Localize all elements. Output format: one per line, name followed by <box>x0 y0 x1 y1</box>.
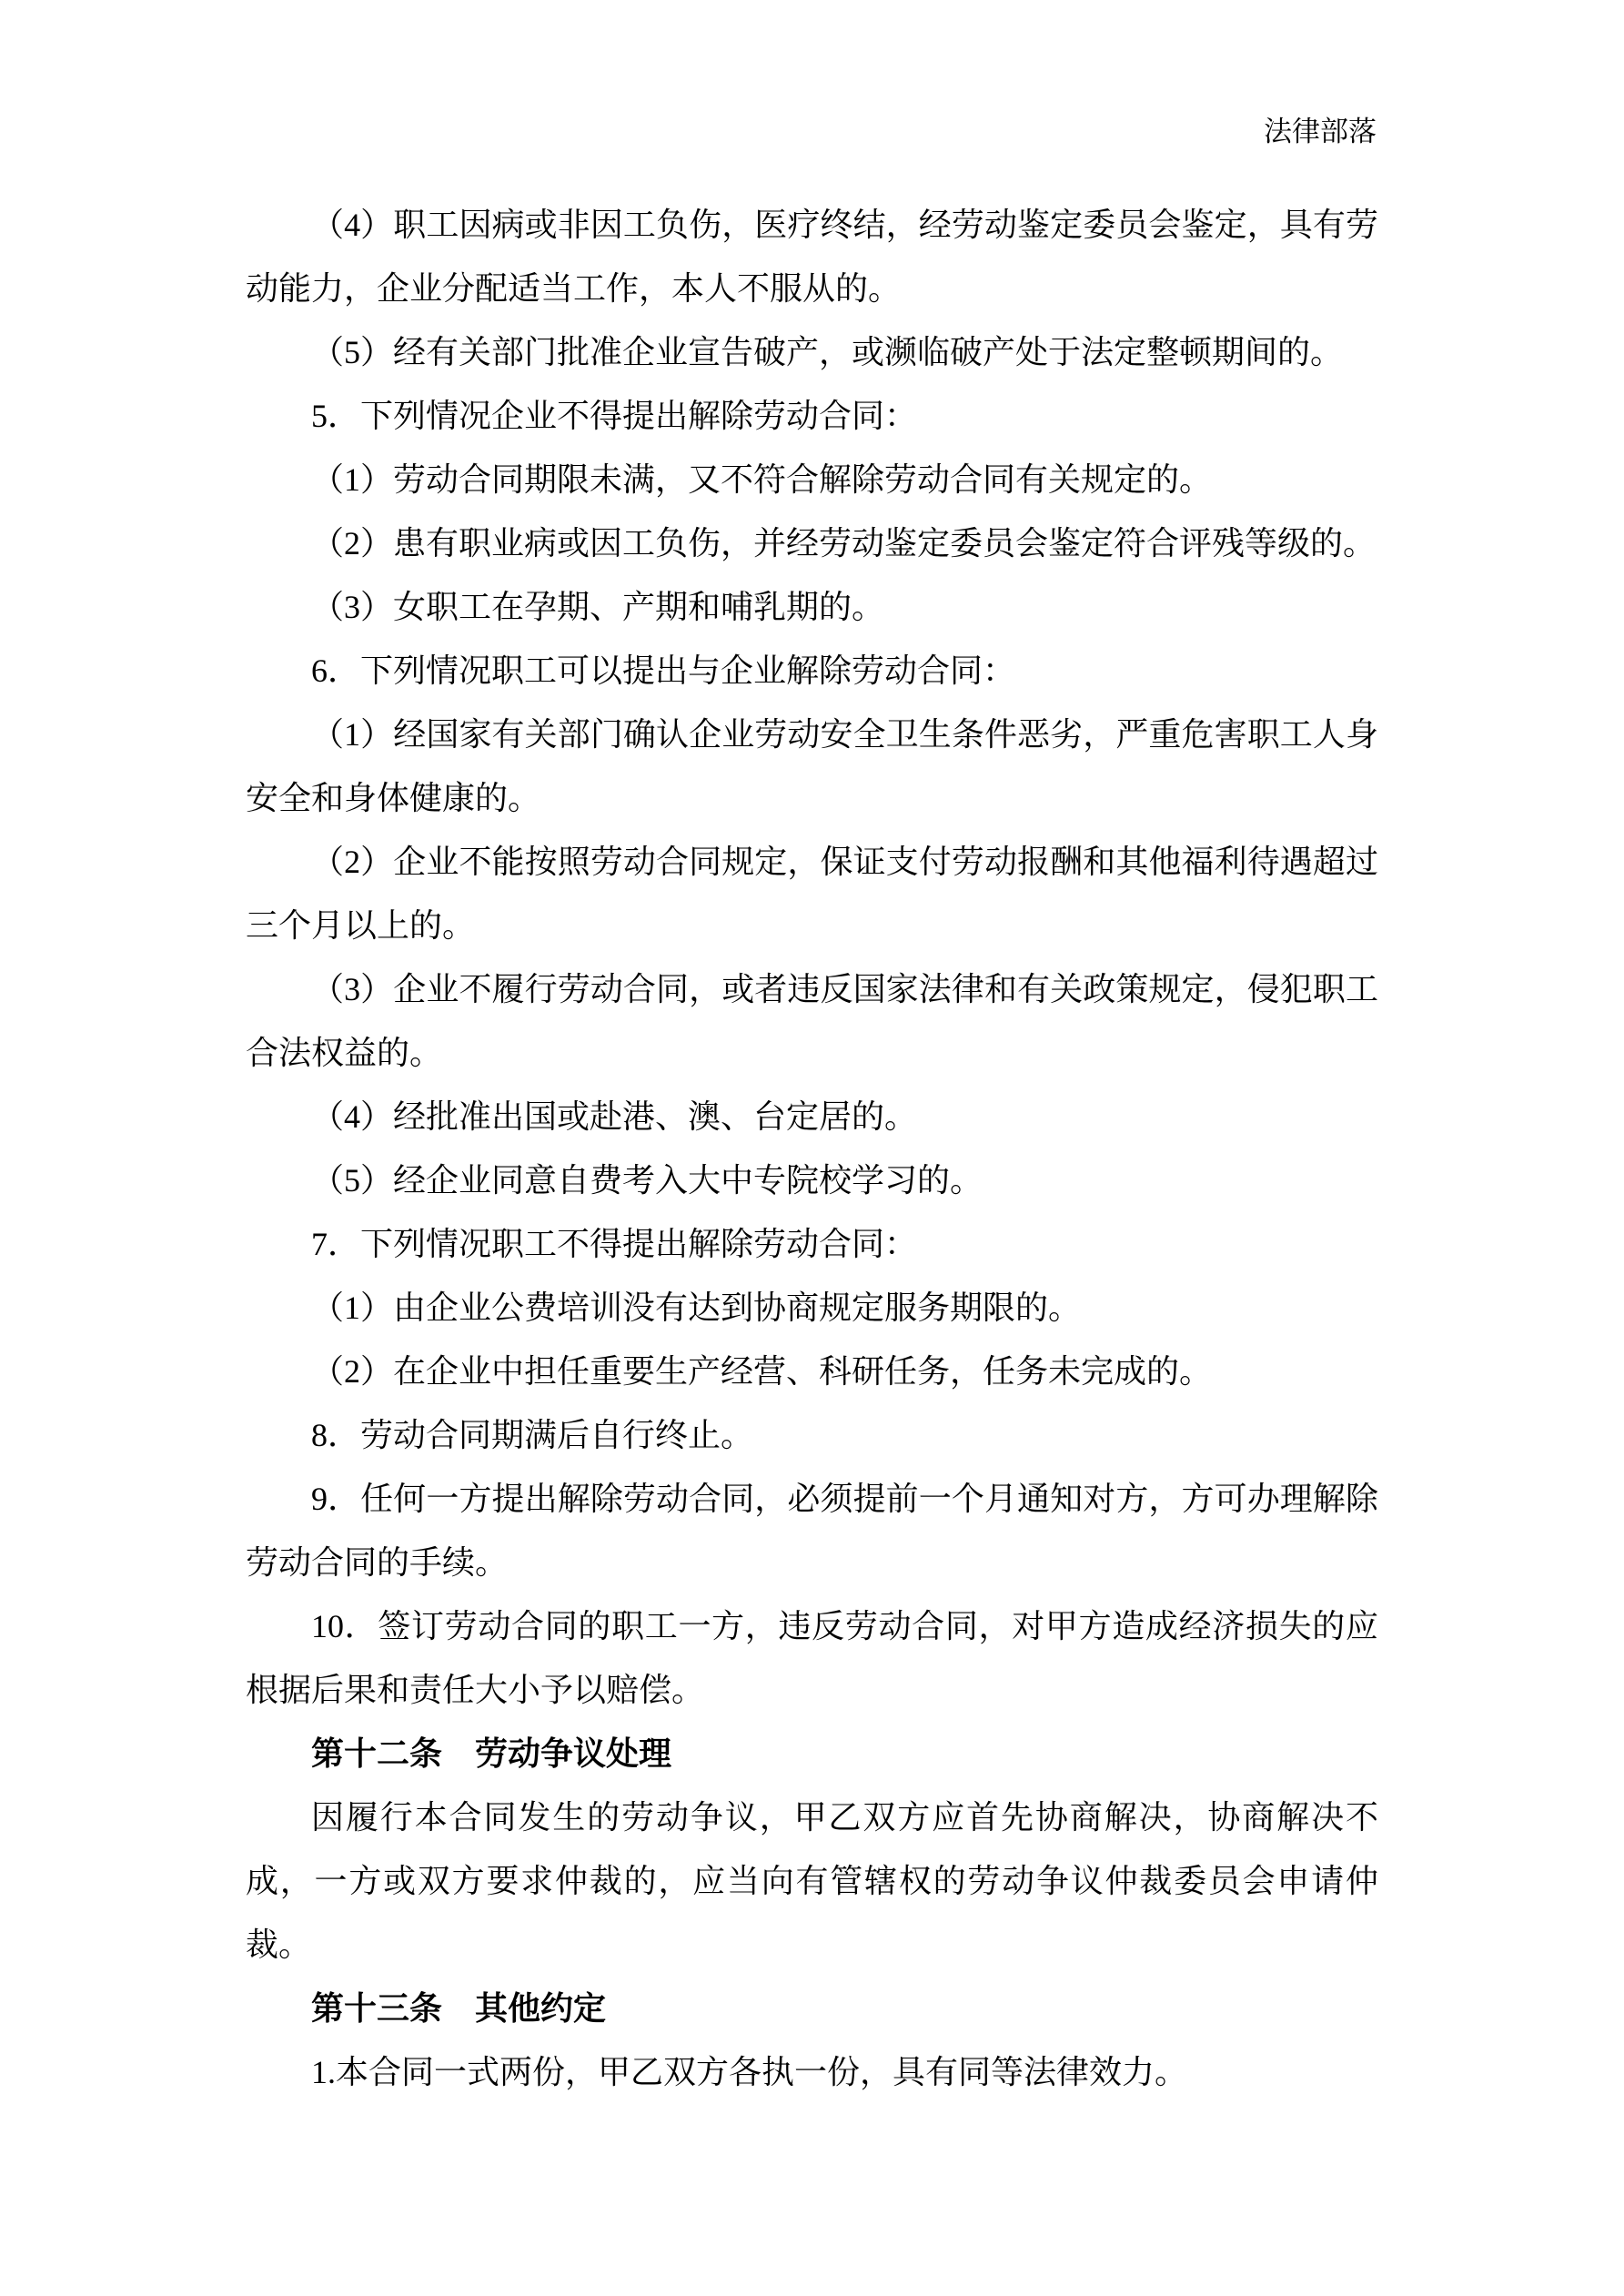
paragraph: 1.本合同一式两份，甲乙双方各执一份，具有同等法律效力。 <box>311 2054 1188 2090</box>
paragraph: （3）企业不履行劳动合同，或者违反国家法律和有关政策规定，侵犯职工合法权益的。 <box>246 971 1378 1071</box>
paragraph: （2）患有职业病或因工负伤，并经劳动鉴定委员会鉴定符合评残等级的。 <box>311 525 1377 561</box>
paragraph: （3）女职工在孕期、产期和哺乳期的。 <box>311 589 885 625</box>
paragraph: （5）经有关部门批准企业宣告破产，或濒临破产处于法定整顿期间的。 <box>311 334 1344 370</box>
paragraph: 因履行本合同发生的劳动争议，甲乙双方应首先协商解决，协商解决不成，一方或双方要求仲裁的，应当向有管辖权的劳动争议仲裁委员会申请仲裁。 <box>246 1799 1378 1963</box>
paragraph: （5）经企业同意自费考入大中专院校学习的。 <box>311 1162 983 1199</box>
paragraph: （1）劳动合同期限未满，又不符合解除劳动合同有关规定的。 <box>311 461 1213 498</box>
paragraph: 5．下列情况企业不得提出解除劳动合同： <box>311 398 918 434</box>
paragraph: 10．签订劳动合同的职工一方，违反劳动合同，对甲方造成经济损失的应根据后果和责任大小予以赔偿。 <box>246 1608 1378 1708</box>
paragraph: （2）企业不能按照劳动合同规定，保证支付劳动报酬和其他福利待遇超过三个月以上的。 <box>246 844 1378 944</box>
paragraph: （4）职工因病或非因工负伤，医疗终结，经劳动鉴定委员会鉴定，具有劳动能力，企业分配适当工作，本人不服从的。 <box>246 207 1378 307</box>
paragraph: 8．劳动合同期满后自行终止。 <box>311 1417 754 1453</box>
paragraph: （2）在企业中担任重要生产经营、科研任务，任务未完成的。 <box>311 1353 1213 1390</box>
paragraph: 9．任何一方提出解除劳动合同，必须提前一个月通知对方，方可办理解除劳动合同的手续。 <box>246 1481 1378 1581</box>
document-body <box>246 193 1378 2104</box>
paragraph: （4）经批准出国或赴港、澳、台定居的。 <box>311 1098 918 1135</box>
paragraph: （1）经国家有关部门确认企业劳动安全卫生条件恶劣，严重危害职工人身安全和身体健康的。 <box>246 716 1378 816</box>
section-heading: 第十二条 劳动争议处理 <box>311 1735 672 1772</box>
page-header-label: 法律部落 <box>1264 116 1377 147</box>
paragraph: 7．下列情况职工不得提出解除劳动合同： <box>311 1226 918 1262</box>
paragraph: （1）由企业公费培训没有达到协商规定服务期限的。 <box>311 1290 1082 1326</box>
paragraph: 6．下列情况职工可以提出与企业解除劳动合同： <box>311 652 1016 689</box>
section-heading: 第十三条 其他约定 <box>311 1990 607 2027</box>
